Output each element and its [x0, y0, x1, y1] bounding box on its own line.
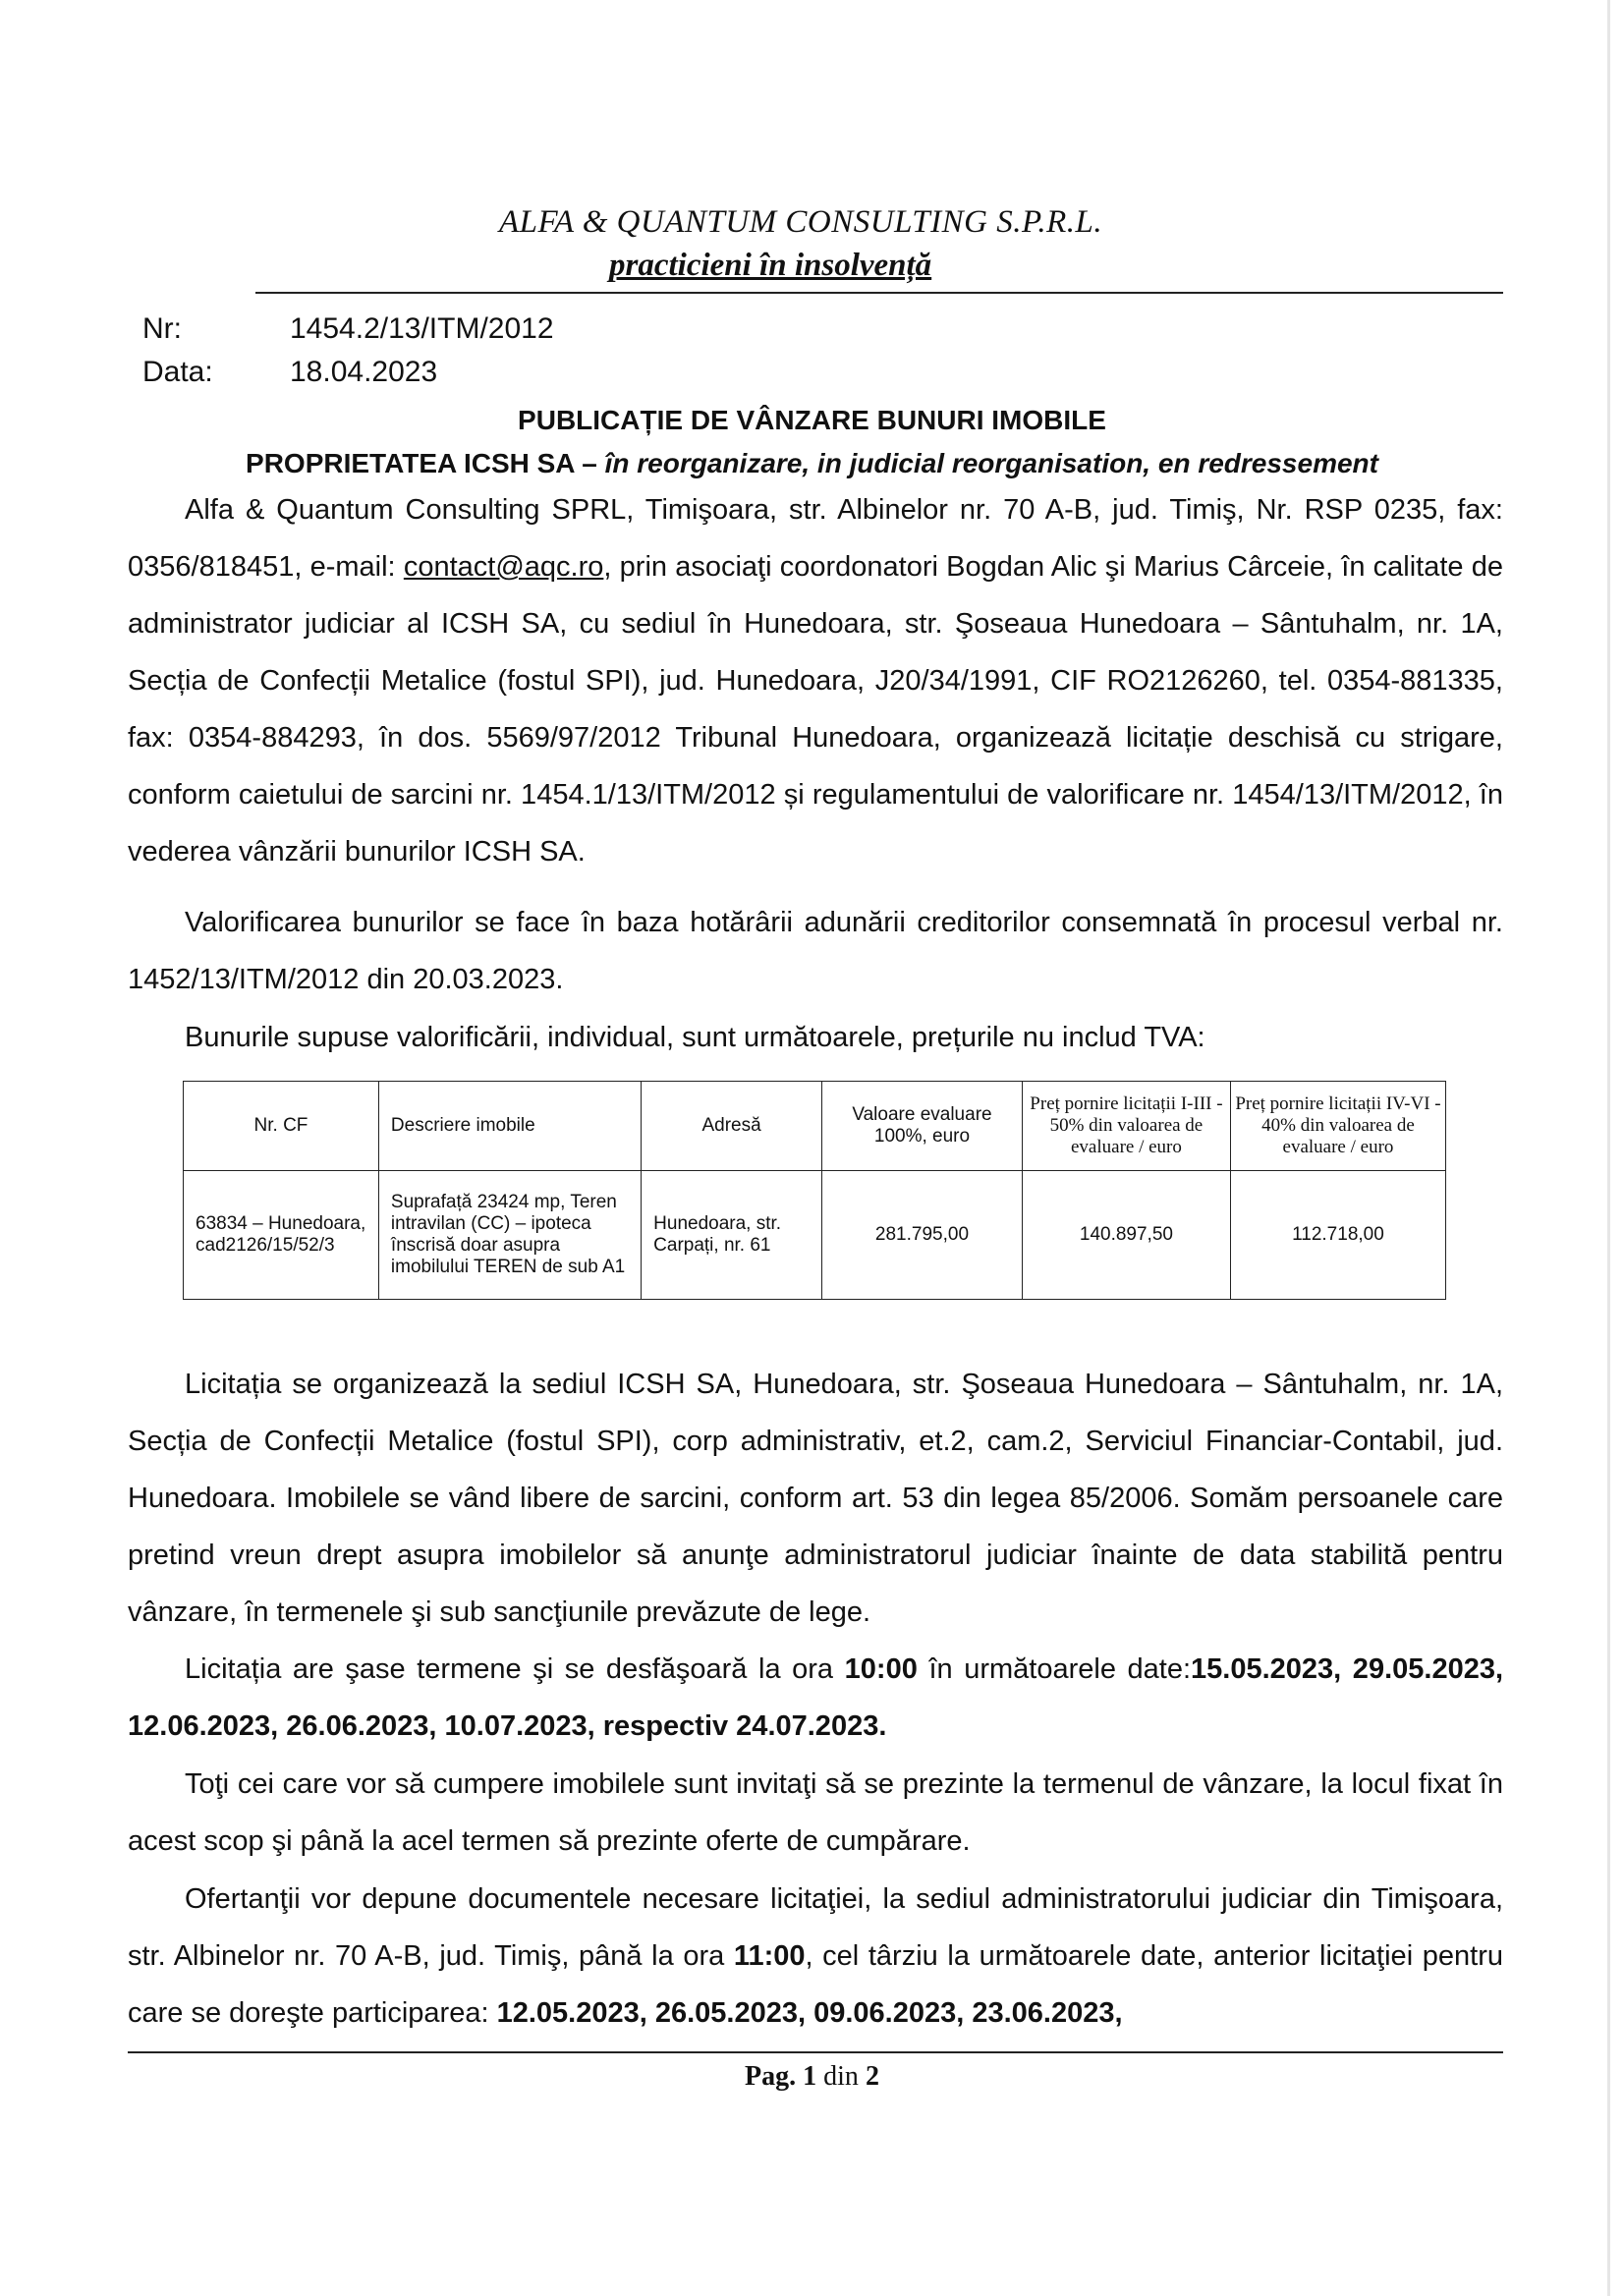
- cell-pret-1: 140.897,50: [1022, 1171, 1230, 1300]
- cell-valoare: 281.795,00: [822, 1171, 1023, 1300]
- deposit-dates: 12.05.2023, 26.05.2023, 09.06.2023, 23.06.2023,: [496, 1997, 1123, 2029]
- paragraph-bunuri: Bunurile supuse valorificării, individual, sunt următoarele, prețurile nu includ TVA:: [185, 1022, 1205, 1053]
- paragraph-termene: Licitația are şase termene şi se desfăşoară la ora 10:00 în următoarele date:15.05.2023, 29.05.2023, 12.06.2023, 26.06.2023, 10.07.2023, respectiv 24.07.2023.: [128, 1653, 1504, 1742]
- cell-descriere: Suprafață 23424 mp, Teren intravilan (CC) – ipoteca înscrisă doar asupra imobilului TEREN de sub A1: [378, 1171, 641, 1300]
- document-subtitle: [0, 448, 1624, 479]
- intro-paragraph: [128, 481, 1503, 880]
- footer-rule: [128, 2051, 1503, 2053]
- deposit-time: 11:00: [733, 1940, 806, 1972]
- date-label: Data:: [142, 356, 213, 388]
- paragraph-valorificare: Valorificarea bunurilor se face în baza hotărârii adunării creditorilor consemnată în procesul verbal nr. 1452/13/ITM/2012 din 20.03.2023.: [128, 907, 1503, 995]
- table-row: [184, 1171, 1446, 1300]
- document-title: PUBLICAȚIE DE VÂNZARE BUNURI IMOBILE: [518, 405, 1106, 435]
- intro-part2: , prin asociaţi coordonatori Bogdan Alic şi Marius Cârceie, în calitate de administrator judiciar al ICSH SA, cu sediul în Hunedoara, str. Şoseaua Hunedoara – Sântuhalm, nr. 1A, Secția de Confecții Metalice (fostul SPI), jud. Hunedoara, J20/34/1991, CIF RO2126260, tel. 0354-881335, fax: 0354-884293, în dos. 5569/97/2012 Tribunal Hunedoara, organizează licitație deschisă cu strigare, conform caietului de sarcini nr. 1454.1/13/ITM/2012 și regulamentului de valorificare nr. 1454/13/ITM/2012, în vederea vânzării bunurilor ICSH SA.: [128, 551, 1503, 868]
- header-pret-1: Preț pornire licitații I-III - 50% din valoarea de evaluare / euro: [1022, 1082, 1230, 1171]
- header-valoare: Valoare evaluare 100%, euro: [822, 1082, 1023, 1171]
- nr-value: 1454.2/13/ITM/2012: [290, 312, 554, 345]
- paragraph-ofertanti: Ofertanţii vor depune documentele necesare licitaţiei, la sediul administratorului judiciar din Timişoara, str. Albinelor nr. 70 A-B, jud. Timiş, până la ora 11:00, cel târziu la următoarele date, anterior licitaţiei pentru care se doreşte participarea: 12.05.2023, 26.05.2023, 09.06.2023, 23.06.2023,: [128, 1883, 1503, 2029]
- auction-time: 10:00: [844, 1653, 918, 1685]
- auction-dates: 15.05.2023, 29.05.2023, 12.06.2023, 26.06.2023, 10.07.2023, respectiv 24.07.2023.: [128, 1653, 1504, 1742]
- nr-label: Nr:: [142, 312, 182, 345]
- company-name: ALFA & QUANTUM CONSULTING S.P.R.L.: [499, 204, 1103, 240]
- page-edge-shadow: [1607, 0, 1610, 2296]
- header-pret-2: Preț pornire licitații IV-VI - 40% din valoarea de evaluare / euro: [1230, 1082, 1445, 1171]
- page-number: Pag. 1 din 2: [745, 2061, 879, 2092]
- paragraph-invitatie: Toţi cei care vor să cumpere imobilele sunt invitaţi să se prezinte la termenul de vânzare, la locul fixat în acest scop şi până la acel termen să prezinte oferte de cumpărare.: [128, 1768, 1503, 1857]
- price-table: [183, 1081, 1446, 1300]
- date-value: 18.04.2023: [290, 356, 438, 388]
- cell-adresa: Hunedoara, str. Carpați, nr. 61: [642, 1171, 822, 1300]
- header-adresa: Adresă: [642, 1082, 822, 1171]
- header-descriere: Descriere imobile: [378, 1082, 641, 1171]
- header-nr-cf: Nr. CF: [184, 1082, 379, 1171]
- company-tagline: practicieni în insolvență: [609, 248, 932, 283]
- subtitle-bold: PROPRIETATEA ICSH SA –: [246, 448, 597, 478]
- cell-pret-2: 112.718,00: [1230, 1171, 1445, 1300]
- table-header-row: [184, 1082, 1446, 1171]
- intro-part1: Alfa & Quantum Consulting SPRL, Timişoara, str. Albinelor nr. 70 A-B, jud. Timiş, Nr. RSP 0235, fax: 0356/818451, e-mail:: [128, 494, 1503, 583]
- header-rule: [255, 292, 1503, 294]
- email-link[interactable]: contact@aqc.ro: [403, 551, 604, 583]
- subtitle-italic: în reorganizare, in judicial reorganisation, en redressement: [604, 448, 1378, 478]
- paragraph-licitatie-sediu: Licitația se organizează la sediul ICSH SA, Hunedoara, str. Şoseaua Hunedoara – Sântuhalm, nr. 1A, Secția de Confecții Metalice (fostul SPI), corp administrativ, et.2, cam.2, Serviciul Financiar-Contabil, jud. Hunedoara. Imobilele se vând libere de sarcini, conform art. 53 din legea 85/2006. Somăm persoanele care pretind vreun drept asupra imobilelor să anunţe administratorul judiciar înainte de data stabilită pentru vânzare, în termenele şi sub sancţiunile prevăzute de lege.: [128, 1369, 1503, 1628]
- cell-nr-cf: 63834 – Hunedoara, cad2126/15/52/3: [184, 1171, 379, 1300]
